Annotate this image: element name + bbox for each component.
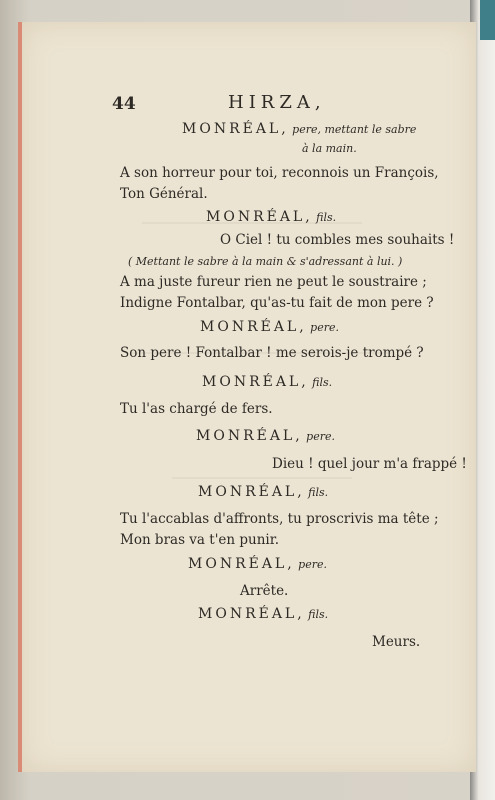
verse-line: O Ciel ! tu combles mes souhaits ! [220, 232, 455, 248]
stage-direction: ( Mettant le sabre à la main & s'adressant à lui. ) [128, 255, 403, 268]
bleed-through [172, 477, 352, 479]
speaker-heading [188, 556, 327, 572]
speaker-role: pere, [288, 123, 321, 136]
verse-line: A son horreur pour toi, reconnois un François, [120, 165, 439, 181]
page-number: 44 [112, 94, 136, 114]
verse-line: Tu l'accablas d'affronts, tu proscrivis ma tête ; [120, 511, 439, 527]
speaker-role: fils. [304, 608, 329, 621]
speaker-name: MONRÉAL, [198, 484, 305, 500]
speaker-role: pere. [294, 558, 327, 571]
speaker-heading [202, 374, 332, 390]
verse-line: Dieu ! quel jour m'a frappé ! [272, 456, 467, 472]
speaker-heading [198, 606, 328, 622]
speaker-name: MONRÉAL, [182, 121, 289, 137]
speaker-name: MONRÉAL, [196, 428, 303, 444]
verse-line: Indigne Fontalbar, qu'as-tu fait de mon pere ? [120, 295, 434, 311]
speaker-heading [198, 484, 328, 500]
verse-line: Meurs. [372, 634, 421, 650]
verse-line: Tu l'as chargé de fers. [120, 401, 273, 417]
stage-direction: mettant le sabre [321, 123, 417, 136]
verse-line: Son pere ! Fontalbar ! me serois-je trompé ? [120, 345, 424, 361]
binding-tab [480, 0, 495, 40]
stage-direction: à la main. [302, 142, 357, 155]
verse-line: Arrête. [240, 583, 289, 599]
speaker-role: pere. [306, 321, 339, 334]
speaker-heading [196, 428, 335, 444]
speaker-role: fils. [304, 486, 329, 499]
verse-line: Mon bras va t'en punir. [120, 532, 279, 548]
speaker-role: fils. [312, 211, 337, 224]
speaker-name: MONRÉAL, [200, 319, 307, 335]
speaker-role: fils. [308, 376, 333, 389]
speaker-name: MONRÉAL, [202, 374, 309, 390]
speaker-heading [182, 121, 416, 137]
verse-line: Ton Général. [120, 186, 208, 202]
speaker-name: MONRÉAL, [206, 209, 313, 225]
verse-line: A ma juste fureur rien ne peut le soustraire ; [120, 274, 427, 290]
speaker-name: MONRÉAL, [198, 606, 305, 622]
speaker-name: MONRÉAL, [188, 556, 295, 572]
speaker-role: pere. [302, 430, 335, 443]
running-title: HIRZA, [228, 92, 326, 113]
speaker-heading [200, 319, 339, 335]
speaker-heading [206, 209, 336, 225]
